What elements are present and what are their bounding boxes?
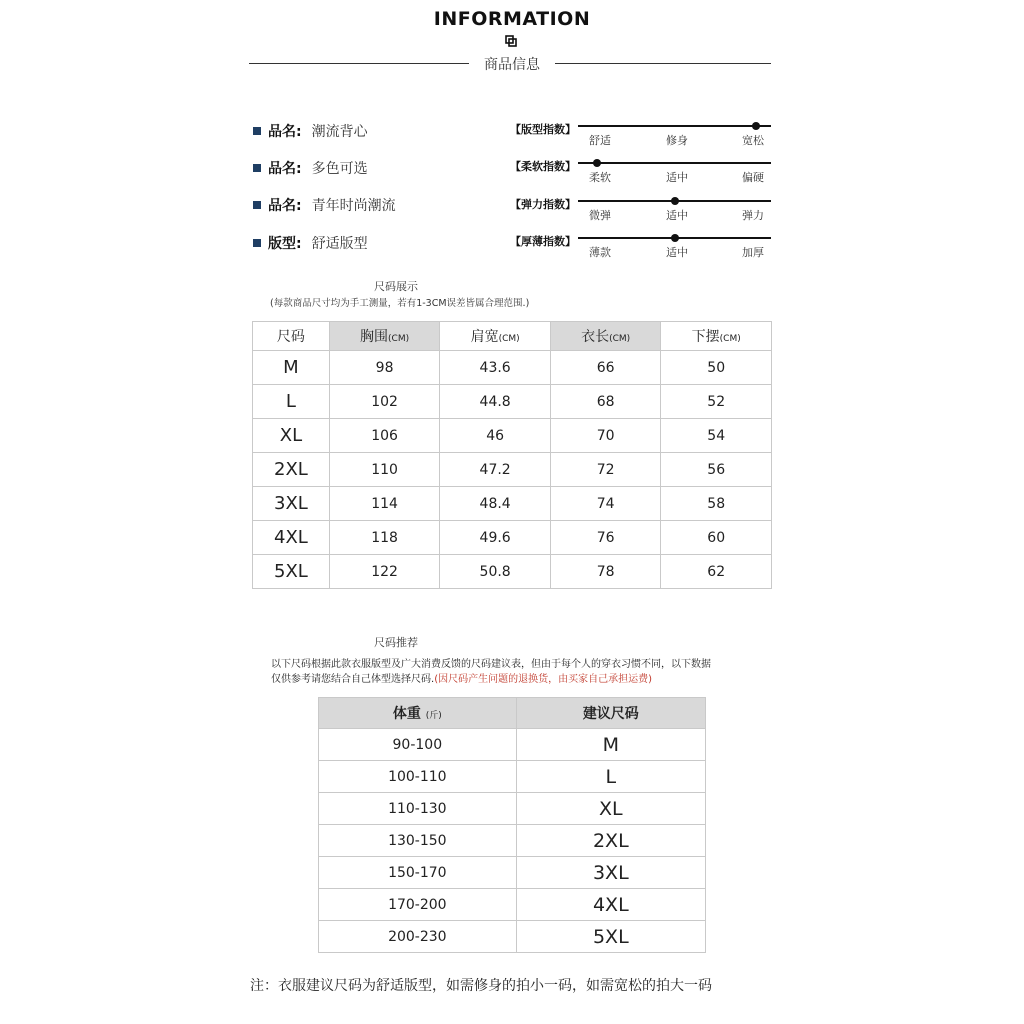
table-row xyxy=(319,857,706,889)
square-bullet-icon xyxy=(253,127,261,135)
weight-cell: 100-110 xyxy=(319,761,517,793)
table-row xyxy=(253,351,772,385)
info-row xyxy=(253,233,368,253)
rec-description: 以下尺码根据此款衣服版型及广大消费反馈的尺码建议表，但由于每个人的穿衣习惯不同，以下数据 xyxy=(271,659,711,670)
column-header: 衣长(CM) xyxy=(550,322,661,351)
measurement-cell: 48.4 xyxy=(440,487,551,521)
square-bullet-icon xyxy=(253,201,261,209)
index-marker xyxy=(752,122,760,130)
recommended-size-cell: 2XL xyxy=(516,825,705,857)
measurement-cell: 70 xyxy=(550,419,661,453)
weight-cell: 200-230 xyxy=(319,921,517,953)
info-key: 品名: xyxy=(268,124,302,140)
table-header-row xyxy=(253,322,772,351)
table-row xyxy=(319,825,706,857)
overlap-squares-icon xyxy=(505,35,517,47)
index-tick: 宽松 xyxy=(742,134,764,147)
table-row xyxy=(319,921,706,953)
measurement-cell: 68 xyxy=(550,385,661,419)
info-key: 品名: xyxy=(268,198,302,214)
measurement-cell: 78 xyxy=(550,555,661,589)
recommended-size-cell: XL xyxy=(516,793,705,825)
info-value: 青年时尚潮流 xyxy=(311,198,396,214)
column-header: 胸围(CM) xyxy=(329,322,440,351)
column-header: 下摆(CM) xyxy=(661,322,772,351)
measurement-cell: 114 xyxy=(329,487,440,521)
index-tick: 偏硬 xyxy=(742,171,764,184)
measurement-cell: 74 xyxy=(550,487,661,521)
index-tick: 修身 xyxy=(666,134,688,147)
table-row xyxy=(253,521,772,555)
measurement-cell: 58 xyxy=(661,487,772,521)
table-row xyxy=(253,453,772,487)
footnote: 注：衣服建议尺码为舒适版型，如需修身的拍小一码，如需宽松的拍大一码 xyxy=(250,978,712,994)
weight-cell: 150-170 xyxy=(319,857,517,889)
table-header-row xyxy=(319,698,706,729)
table-row xyxy=(253,385,772,419)
table-row xyxy=(319,729,706,761)
index-label: 【版型指数】 xyxy=(510,123,576,136)
page-title: INFORMATION xyxy=(433,8,591,30)
measurement-cell: 122 xyxy=(329,555,440,589)
measurement-cell: 60 xyxy=(661,521,772,555)
index-tick: 薄款 xyxy=(589,246,611,259)
weight-cell: 110-130 xyxy=(319,793,517,825)
table-row xyxy=(319,761,706,793)
size-cell: 3XL xyxy=(253,487,330,521)
column-header: 肩宽(CM) xyxy=(440,322,551,351)
size-cell: XL xyxy=(253,419,330,453)
table-row xyxy=(253,555,772,589)
info-key: 品名: xyxy=(268,161,302,177)
info-row xyxy=(253,158,368,178)
index-tick: 加厚 xyxy=(742,246,764,259)
measurement-cell: 76 xyxy=(550,521,661,555)
index-label: 【柔软指数】 xyxy=(510,160,576,173)
size-table xyxy=(252,321,772,589)
index-scale xyxy=(578,125,771,127)
weight-cell: 170-200 xyxy=(319,889,517,921)
info-row xyxy=(253,195,396,215)
info-row xyxy=(253,121,368,141)
column-header: 建议尺码 xyxy=(516,698,705,729)
measurement-cell: 44.8 xyxy=(440,385,551,419)
size-cell: 5XL xyxy=(253,555,330,589)
index-tick: 舒适 xyxy=(589,134,611,147)
index-tick: 适中 xyxy=(666,246,688,259)
table-row xyxy=(253,487,772,521)
recommended-size-cell: 4XL xyxy=(516,889,705,921)
info-value: 舒适版型 xyxy=(311,236,368,252)
index-tick: 柔软 xyxy=(589,171,611,184)
info-value: 潮流背心 xyxy=(311,124,368,140)
recommended-size-cell: L xyxy=(516,761,705,793)
index-label: 【厚薄指数】 xyxy=(510,235,576,248)
measurement-cell: 49.6 xyxy=(440,521,551,555)
recommended-size-cell: M xyxy=(516,729,705,761)
measurement-cell: 106 xyxy=(329,419,440,453)
column-header: 体重 (斤) xyxy=(319,698,517,729)
measurement-cell: 52 xyxy=(661,385,772,419)
index-marker xyxy=(671,234,679,242)
measurement-cell: 50.8 xyxy=(440,555,551,589)
size-cell: 2XL xyxy=(253,453,330,487)
size-cell: L xyxy=(253,385,330,419)
recommendation-table xyxy=(318,697,706,953)
measurement-cell: 50 xyxy=(661,351,772,385)
measurement-cell: 47.2 xyxy=(440,453,551,487)
rec-section-title: 尺码推荐 xyxy=(374,636,418,649)
index-scale xyxy=(578,162,771,164)
recommended-size-cell: 3XL xyxy=(516,857,705,889)
rec-warning: (因尺码产生问题的退换货，由买家自己承担运费) xyxy=(434,674,652,685)
measurement-cell: 56 xyxy=(661,453,772,487)
size-cell: 4XL xyxy=(253,521,330,555)
rec-description-2: 仅供参考请您结合自己体型选择尺码.(因尺码产生问题的退换货，由买家自己承担运费) xyxy=(271,674,652,685)
measurement-cell: 118 xyxy=(329,521,440,555)
measurement-cell: 98 xyxy=(329,351,440,385)
recommended-size-cell: 5XL xyxy=(516,921,705,953)
table-row xyxy=(253,419,772,453)
index-marker xyxy=(593,159,601,167)
index-tick: 适中 xyxy=(666,171,688,184)
index-tick: 适中 xyxy=(666,209,688,222)
measurement-cell: 62 xyxy=(661,555,772,589)
index-tick: 弹力 xyxy=(742,209,764,222)
size-cell: M xyxy=(253,351,330,385)
measurement-cell: 46 xyxy=(440,419,551,453)
column-header: 尺码 xyxy=(253,322,330,351)
index-tick: 微弹 xyxy=(589,209,611,222)
measurement-cell: 66 xyxy=(550,351,661,385)
size-section-title: 尺码展示 xyxy=(374,280,418,293)
table-row xyxy=(319,793,706,825)
measurement-cell: 43.6 xyxy=(440,351,551,385)
index-marker xyxy=(671,197,679,205)
measurement-cell: 102 xyxy=(329,385,440,419)
measurement-cell: 54 xyxy=(661,419,772,453)
info-key: 版型: xyxy=(268,236,302,252)
weight-cell: 90-100 xyxy=(319,729,517,761)
measurement-cell: 72 xyxy=(550,453,661,487)
square-bullet-icon xyxy=(253,239,261,247)
weight-cell: 130-150 xyxy=(319,825,517,857)
measurement-cell: 110 xyxy=(329,453,440,487)
page-subtitle: 商品信息 xyxy=(0,54,1024,74)
index-label: 【弹力指数】 xyxy=(510,198,576,211)
info-value: 多色可选 xyxy=(311,161,368,177)
table-row xyxy=(319,889,706,921)
square-bullet-icon xyxy=(253,164,261,172)
size-section-note: (每款商品尺寸均为手工测量，若有1-3CM误差皆属合理范围.) xyxy=(270,298,530,309)
